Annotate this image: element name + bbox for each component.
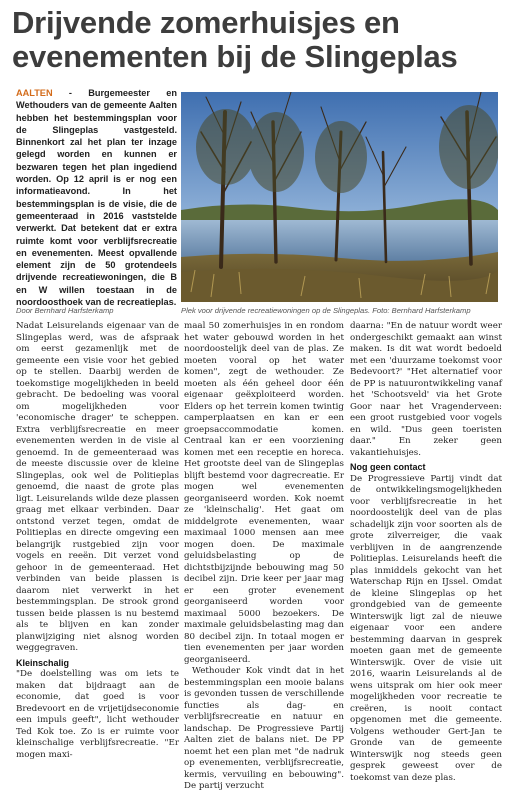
photo-caption: Plek voor drijvende recreatiewoningen op de Slingeplas. Foto: Bernhard Harfsterkamp — [181, 306, 471, 315]
headline-line-1: Drijvende zomerhuisjes en — [12, 5, 400, 40]
body-paragraph: "De doelstelling was om iets te maken dat bijdraagt aan de economie, dat goed is voor Bredevoort en de vrijetijdseconomie een impuls geeft", licht wethouder Ted Kok toe. Zo is er ruimte voor kleinschalige verblijfsrecreatie. "Er mogen maxi- — [16, 669, 179, 760]
body-paragraph: maal 50 zomerhuisjes in en rondom het water gebouwd worden in het noordoostelijk deel van de plas. Ze moeten vooral op het water komen", zegt de wethouder. Ze moeten als één geheel door één eigenaar geëxploiteerd worden. Elders op het terrein komen twintig camperplaatsen en kan er een groepsaccommodatie komen. Centraal kan er een voorziening komen met een receptie en horeca. Het grootste deel van de Slingeplas blijft bestemd voor dagrecreatie. Er mogen wel evenementen georganiseerd worden. Kok noemt ze 'kleinschalig'. Het gaat om middelgrote evenementen, waar maximaal 1000 mensen aan mee mogen doen. De maximale geluidsbelasting op de dichtstbijzijnde bebouwing mag 50 decibel zijn. Drie keer per jaar mag er een groter evenement georganiseerd worden voor maximaal 5000 bezoekers. De maximale geluidsbelasting mag dan 80 decibel zijn. In totaal mogen er tien evenementen per jaar worden georganiseerd. — [184, 321, 344, 665]
headline-line-2: evenementen bij de Slingeplas — [12, 39, 458, 74]
photo-credit: Door Bernhard Harfsterkamp — [16, 306, 114, 315]
body-paragraph: Nadat Leisurelands eigenaar van de Slingeplas werd, was de afspraak om eerst gezamenlijk met de gemeente een visie voor het gebied op te stellen. Daarbij werden de toekomstige mogelijkheden in beeld gebracht. De bedoeling was vooral om mogelijkheden voor 'economische drager' te scheppen. Extra verblijfsrecreatie en meer evenementen werden in de visie al genoemd. In de gemeenteraad was de meeste discussie over de kleine Slingeplas, ook wel de Politieplas genoemd, die naast de grote plas ligt. Leisurelands wilde deze plassen graag met elkaar verbinden. Daar ontstond verzet tegen, omdat de Politieplas en directe omgeving een belangrijk rustgebied zijn voor vogels en reeën. Dit verzet vond gehoor in de gemeenteraad. Het verbinden van beide plassen is daarom niet verwerkt in het bestemmingsplan. De strook grond tussen beide plassen is nu bestemd als te blijven en kan zonder planwijziging niet alsnog worden weggegraven. — [16, 321, 179, 653]
body-paragraph: De Progressieve Partij vindt dat de ontwikkelingsmogelijkheden voor verblijfsrecreatie in het noordoostelijk deel van de plas schadelijk zijn voor soorten als de grote zilverreiger, die vaak verblijven in de aangrenzende Politieplas. Leisurelands heeft die plas inmiddels gekocht van het Waterschap Rijn en IJssel. Omdat de kleine Slingeplas op het grondgebied van de gemeente Winterswijk ligt zal de nieuwe eigenaar voor een andere bestemming daarvan in gesprek moeten gaan met de gemeente Winterswijk. Over de visie uit 2016, waarin Leisurelands al de wens uitsprak om hier ook meer mogelijkheden voor recreatie te creëren, is nooit contact opgenomen met die gemeente. Volgens wethouder Gert-Jan te Gronde van de gemeente Winterswijk nog steeds geen gesprek geweest over de toekomst van deze plas. — [350, 473, 502, 783]
lead-text: - Burgemeester en Wethouders van de gemeente Aalten hebben het bestemmingsplan voor de Slingeplas vastgesteld. Binnenkort zal het plan ter inzage gelegd worden en kunnen er bezwaren tegen het plan ingediend worden. Op 12 april is er nog een informatieavond. In het bestemmingsplan is de visie, die de gemeenteraad in 2016 vaststelde verwerkt. Dat betekent dat er extra ruimte komt voor verblijfsrecreatie en evenementen. Meest opvallende element zijn de 50 grotendeels drijvende recreatiewoningen, die B en W willen toestaan in de noordoosthoek van de recreatieplas. — [16, 88, 177, 308]
subheading-kleinschalig: Kleinschalig — [16, 657, 70, 668]
article-photo — [181, 92, 498, 302]
article-column-2 — [184, 321, 344, 793]
article-column-1 — [16, 321, 179, 761]
article-headline — [12, 6, 504, 74]
dateline-place: AALTEN — [16, 88, 53, 98]
body-paragraph: Wethouder Kok vindt dat in het bestemmingsplan een mooie balans is gevonden tussen de verschillende functies als dag- en verblijfsrecreatie en natuur en landschap. De Progressieve Partij Aalten ziet de balans niet. De PP noemt het een plan met "de nadruk op evenementen, verblijfsrecreatie, kermis, vervuiling en bebouwing". De partij verzucht — [184, 666, 344, 791]
lead-paragraph — [16, 87, 177, 308]
lake-photo-illustration — [181, 92, 498, 302]
article-column-3 — [350, 321, 502, 784]
body-paragraph: daarna: "En de natuur wordt weer ondergeschikt gemaakt aan winst maken. Is dit wat wordt bedoeld met een 'duurzame toekomst voor Bedevoort?' "Het alternatief voor de PP is natuurontwikkeling vanaf het 'Schootsveld' via het Grote Goor naar het Vragenderveen: een groot rustgebied voor vogels en wild. "Dus geen toeristen daar." En zeker geen vakantiehuisjes. — [350, 321, 502, 458]
subheading-nog-geen-contact: Nog geen contact — [350, 462, 426, 472]
